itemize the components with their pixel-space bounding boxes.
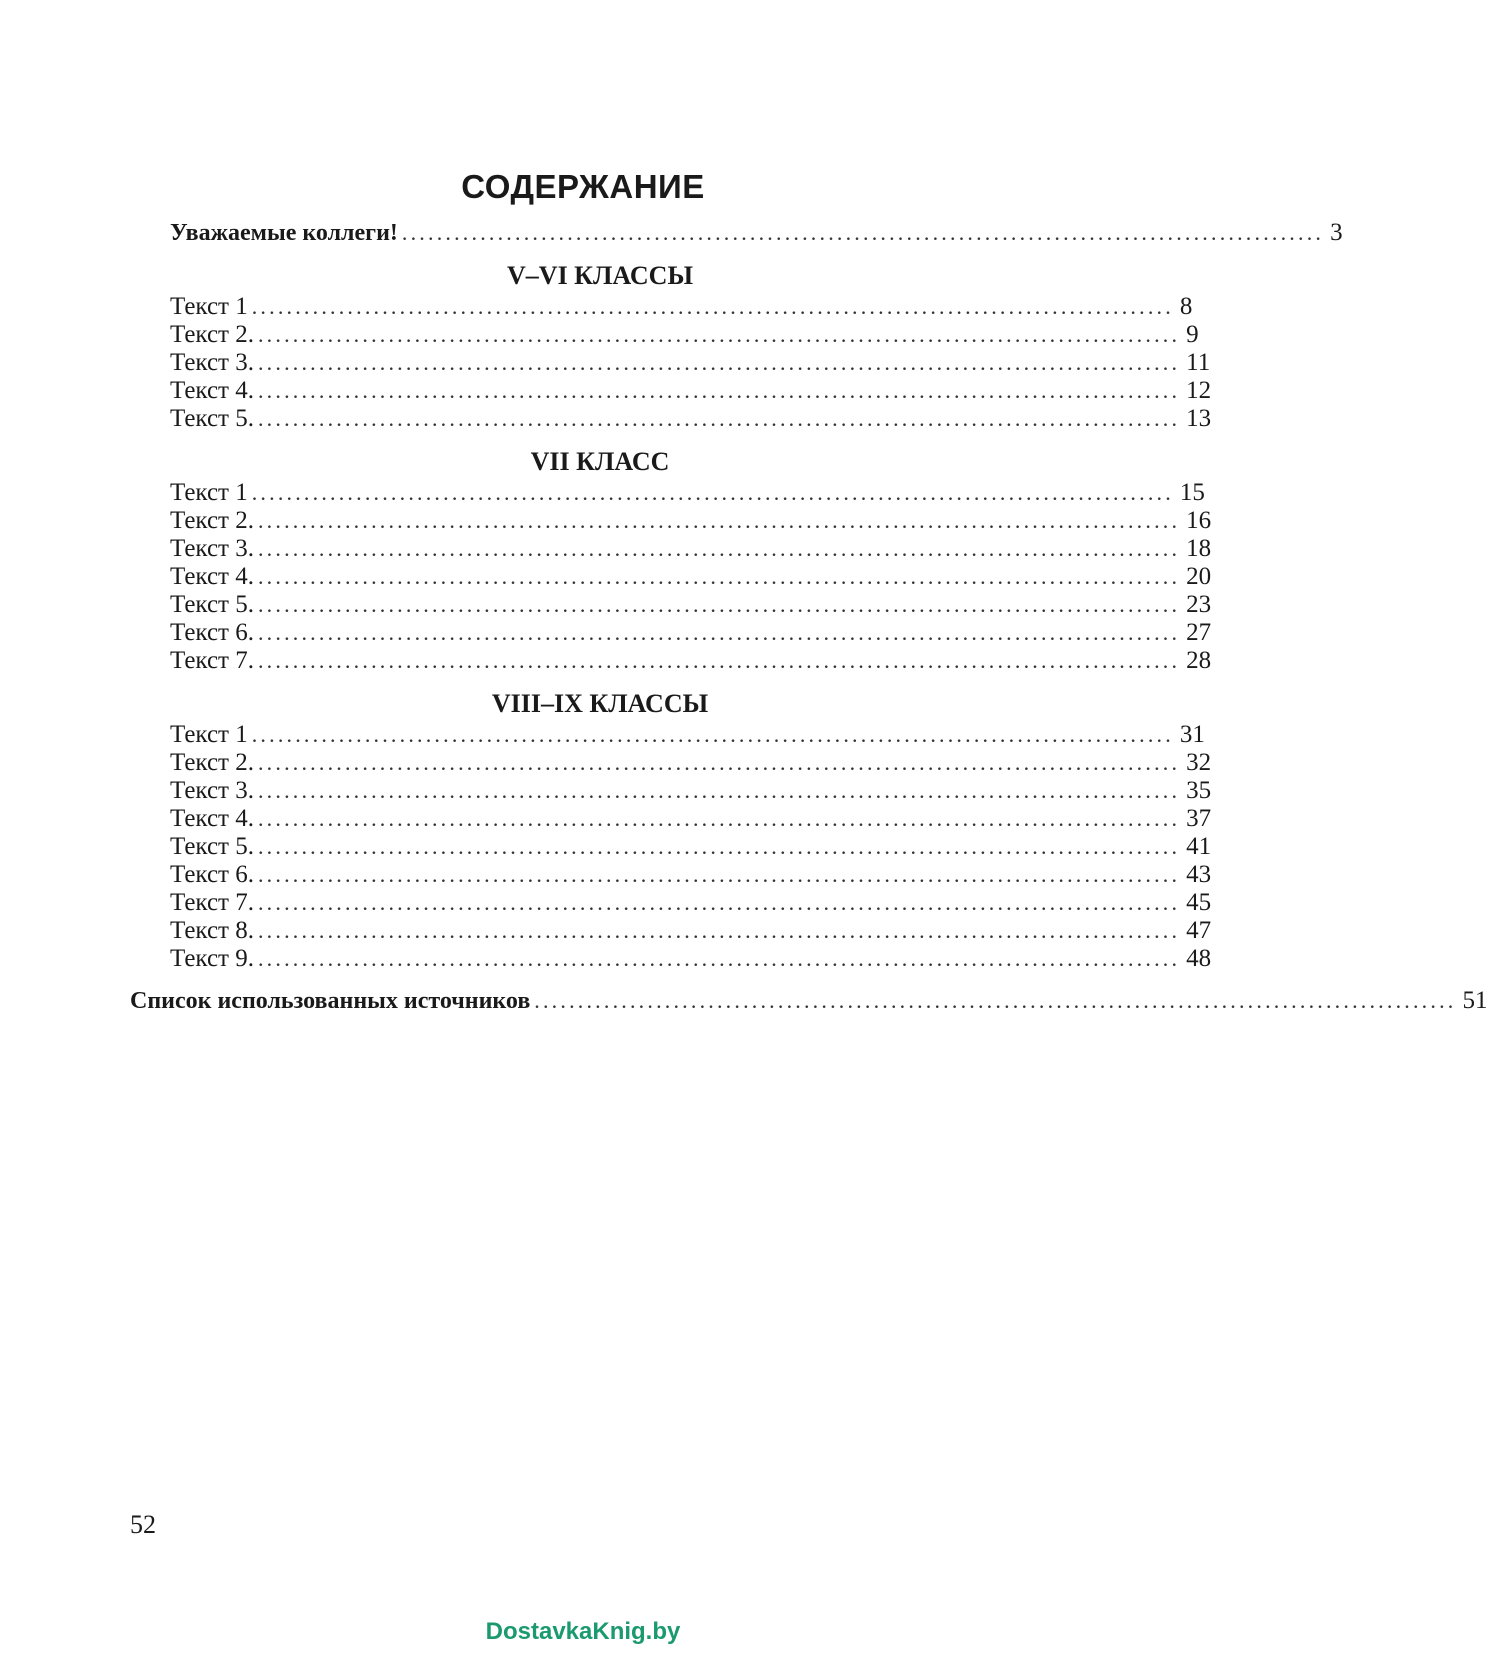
toc-entry-label: Текст 5. bbox=[170, 591, 254, 618]
toc-entry-label: Текст 3. bbox=[170, 349, 254, 376]
toc-entry-label: Текст 7. bbox=[170, 889, 254, 916]
toc-entry[interactable] bbox=[170, 749, 1212, 777]
toc-entry[interactable] bbox=[170, 349, 1211, 377]
toc-entry-page: 28 bbox=[1186, 647, 1212, 674]
leader-dots: .......................................................................................................... bbox=[257, 620, 1181, 645]
toc-entry-page: 43 bbox=[1186, 861, 1212, 888]
toc-entry[interactable] bbox=[170, 507, 1212, 535]
toc-entry[interactable] bbox=[170, 535, 1212, 563]
toc-entry-page: 3 bbox=[1330, 219, 1343, 246]
toc-entry-label: Текст 2. bbox=[170, 321, 254, 348]
toc-entry-page: 32 bbox=[1186, 749, 1212, 776]
toc-entry-page: 48 bbox=[1186, 945, 1212, 972]
toc-entry-label: Текст 1 bbox=[170, 721, 248, 748]
toc-entry-intro[interactable] bbox=[170, 219, 1343, 247]
toc-entry[interactable] bbox=[170, 721, 1205, 749]
toc-entry-label: Текст 9. bbox=[170, 945, 254, 972]
toc-entry[interactable] bbox=[170, 805, 1212, 833]
toc-entry-page: 37 bbox=[1186, 805, 1212, 832]
toc-entry[interactable] bbox=[170, 861, 1212, 889]
leader-dots: .......................................................................................................... bbox=[257, 592, 1181, 617]
toc-entry[interactable] bbox=[170, 563, 1212, 591]
leader-dots: .......................................................................................................... bbox=[257, 834, 1181, 859]
toc-entry-label: Текст 6. bbox=[170, 619, 254, 646]
toc-entry[interactable] bbox=[170, 889, 1212, 917]
toc-entry-page: 27 bbox=[1186, 619, 1212, 646]
toc-entry-label: Текст 7. bbox=[170, 647, 254, 674]
table-of-contents bbox=[130, 219, 1487, 1015]
toc-entry-label: Текст 3. bbox=[170, 777, 254, 804]
toc-entry-label: Текст 1 bbox=[170, 293, 248, 320]
toc-entry-label: Текст 3. bbox=[170, 535, 254, 562]
toc-entry-page: 35 bbox=[1186, 777, 1212, 804]
leader-dots: .......................................................................................................... bbox=[257, 890, 1181, 915]
toc-entry-page: 16 bbox=[1186, 507, 1212, 534]
section-heading: VII КЛАСС bbox=[530, 447, 670, 476]
toc-entry-page: 31 bbox=[1179, 721, 1205, 748]
toc-entry-page: 18 bbox=[1186, 535, 1212, 562]
toc-entry[interactable] bbox=[170, 777, 1212, 805]
page-title: СОДЕРЖАНИЕ bbox=[461, 168, 705, 205]
page-number: 52 bbox=[130, 1510, 156, 1539]
toc-entry-label: Текст 4. bbox=[170, 563, 254, 590]
toc-entry-page: 47 bbox=[1186, 917, 1212, 944]
toc-entry-page: 15 bbox=[1179, 479, 1205, 506]
leader-dots: .......................................................................................................... bbox=[257, 508, 1181, 533]
toc-entry[interactable] bbox=[170, 321, 1199, 349]
leader-dots: .......................................................................................................... bbox=[401, 220, 1325, 245]
toc-entry[interactable] bbox=[170, 647, 1212, 675]
toc-entry-page: 23 bbox=[1186, 591, 1212, 618]
toc-entry[interactable] bbox=[170, 293, 1193, 321]
leader-dots: .......................................................................................................... bbox=[251, 722, 1174, 747]
toc-entry[interactable] bbox=[170, 591, 1212, 619]
toc-entry[interactable] bbox=[170, 619, 1212, 647]
toc-entry-page: 20 bbox=[1186, 563, 1212, 590]
leader-dots: .......................................................................................................... bbox=[257, 918, 1181, 943]
leader-dots: .......................................................................................................... bbox=[257, 322, 1181, 347]
toc-entry-label: Текст 6. bbox=[170, 861, 254, 888]
toc-entry[interactable] bbox=[170, 917, 1212, 945]
leader-dots: .......................................................................................................... bbox=[257, 350, 1181, 375]
leader-dots: .......................................................................................................... bbox=[257, 564, 1181, 589]
toc-entry-label: Текст 1 bbox=[170, 479, 248, 506]
toc-entry-label: Текст 2. bbox=[170, 507, 254, 534]
toc-entry[interactable] bbox=[170, 945, 1212, 973]
toc-entry-page: 8 bbox=[1179, 293, 1193, 320]
toc-entry-label: Текст 5. bbox=[170, 405, 254, 432]
toc-entry-page: 11 bbox=[1186, 349, 1211, 376]
toc-entry-sources[interactable] bbox=[130, 987, 1487, 1015]
leader-dots: .......................................................................................................... bbox=[257, 378, 1181, 403]
toc-entry-page: 41 bbox=[1186, 833, 1212, 860]
watermark-link[interactable]: DostavkaKnig.by bbox=[485, 1618, 681, 1645]
leader-dots: .......................................................................................................... bbox=[257, 862, 1181, 887]
leader-dots: .......................................................................................................... bbox=[534, 988, 1457, 1013]
leader-dots: .......................................................................................................... bbox=[251, 480, 1174, 505]
section-heading: V–VI КЛАССЫ bbox=[507, 261, 693, 290]
toc-entry-page: 13 bbox=[1186, 405, 1212, 432]
toc-entry[interactable] bbox=[170, 479, 1205, 507]
leader-dots: .......................................................................................................... bbox=[257, 750, 1181, 775]
toc-entry-page: 51 bbox=[1462, 987, 1487, 1014]
leader-dots: .......................................................................................................... bbox=[257, 406, 1181, 431]
toc-entry[interactable] bbox=[170, 405, 1212, 433]
toc-entry-label: Текст 2. bbox=[170, 749, 254, 776]
leader-dots: .......................................................................................................... bbox=[251, 294, 1174, 319]
toc-entry-label: Текст 8. bbox=[170, 917, 254, 944]
toc-entry-label: Текст 4. bbox=[170, 805, 254, 832]
toc-entry-label: Уважаемые коллеги! bbox=[170, 220, 398, 246]
leader-dots: .......................................................................................................... bbox=[257, 648, 1181, 673]
toc-entry-page: 45 bbox=[1186, 889, 1212, 916]
section-heading: VIII–IX КЛАССЫ bbox=[491, 689, 709, 718]
toc-entry-label: Текст 5. bbox=[170, 833, 254, 860]
leader-dots: .......................................................................................................... bbox=[257, 778, 1181, 803]
toc-entry[interactable] bbox=[170, 377, 1212, 405]
toc-entry[interactable] bbox=[170, 833, 1212, 861]
leader-dots: .......................................................................................................... bbox=[257, 536, 1181, 561]
toc-entry-label: Текст 4. bbox=[170, 377, 254, 404]
toc-entry-page: 9 bbox=[1186, 321, 1199, 348]
toc-entry-page: 12 bbox=[1186, 377, 1212, 404]
toc-entry-label: Список использованных источников bbox=[130, 988, 531, 1014]
leader-dots: .......................................................................................................... bbox=[257, 806, 1181, 831]
leader-dots: .......................................................................................................... bbox=[257, 946, 1181, 971]
